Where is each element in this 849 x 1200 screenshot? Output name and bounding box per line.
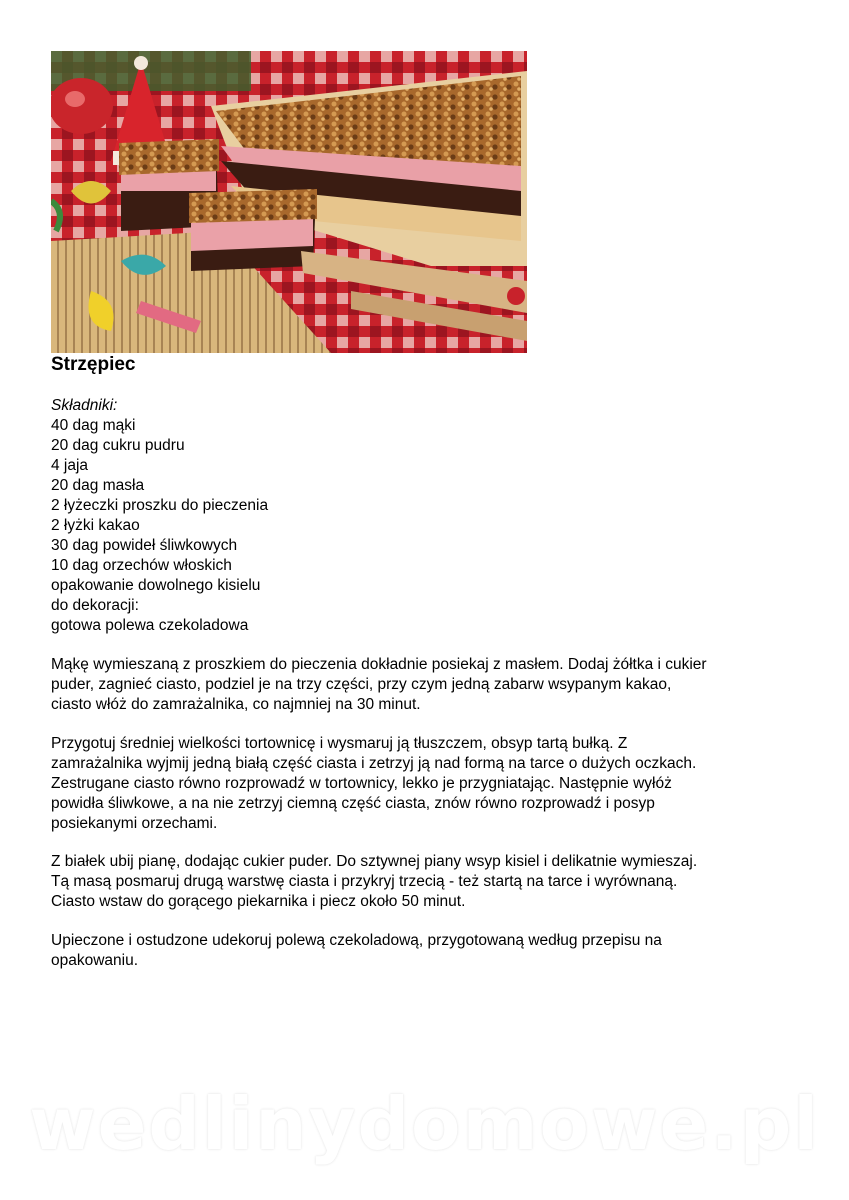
ingredient-item: 2 łyżki kakao: [51, 517, 140, 534]
ingredient-item: 4 jaja: [51, 457, 89, 474]
ingredient-item: 40 dag mąki: [51, 417, 136, 434]
watermark: wedlinydomowe.pl: [29, 1082, 820, 1166]
step-paragraph-1: [51, 655, 707, 715]
step-line: Mąkę wymieszaną z proszkiem do pieczenia dokładnie posiekaj z masłem. Dodaj żółtka i cukier: [51, 656, 707, 673]
step-line: opakowaniu.: [51, 952, 139, 969]
step-line: Upieczone i ostudzone udekoruj polewą czekoladową, przygotowaną według przepisu na: [51, 932, 662, 949]
ingredient-item: 2 łyżeczki proszku do pieczenia: [51, 497, 269, 514]
step-line: Zestrugane ciasto równo rozprowadź w tortownicy, lekko je przygniatając. Następnie wyłóż: [51, 775, 672, 792]
step-line: zamrażalnika wyjmij jedną białą część ciasta i zetrzyj ją nad formą na tarce o dużych oczkach.: [51, 755, 697, 772]
ingredient-item: 30 dag powideł śliwkowych: [51, 537, 238, 554]
step-line: Ciasto wstaw do gorącego piekarnika i piecz około 50 minut.: [51, 893, 466, 910]
step-line: powidła śliwkowe, a na nie zetrzyj ciemną część ciasta, znów równo rozprowadź i posyp: [51, 795, 655, 812]
ingredient-item: do dekoracji:: [51, 597, 139, 614]
ingredients-list: [51, 396, 268, 636]
step-line: Z białek ubij pianę, dodając cukier puder. Do sztywnej piany wsyp kisiel i delikatnie wymieszaj.: [51, 853, 698, 870]
step-line: ciasto włóż do zamrażalnika, co najmniej na 30 minut.: [51, 696, 421, 713]
step-line: posiekanymi orzechami.: [51, 815, 218, 832]
cake-photo: [51, 51, 527, 353]
ingredient-item: 20 dag cukru pudru: [51, 437, 185, 454]
step-paragraph-3: [51, 852, 697, 912]
ingredients-header: Składniki:: [51, 397, 118, 414]
ingredient-item: opakowanie dowolnego kisielu: [51, 577, 261, 594]
ingredient-item: 10 dag orzechów włoskich: [51, 557, 232, 574]
step-paragraph-2: [51, 734, 696, 834]
ingredient-item: 20 dag masła: [51, 477, 145, 494]
step-line: Tą masą posmaruj drugą warstwę ciasta i przykryj trzecią - też startą na tarce i wyrównaną.: [51, 873, 678, 890]
recipe-title: Strzępiec: [51, 354, 136, 375]
step-paragraph-4: [51, 931, 662, 971]
step-line: Przygotuj średniej wielkości tortownicę i wysmaruj ją tłuszczem, obsyp tartą bułką. Z: [51, 735, 628, 752]
ingredient-item: gotowa polewa czekoladowa: [51, 617, 249, 634]
step-line: puder, zagnieć ciasto, podziel je na trzy części, przy czym jedną zabarw wsypanym kakao,: [51, 676, 672, 693]
